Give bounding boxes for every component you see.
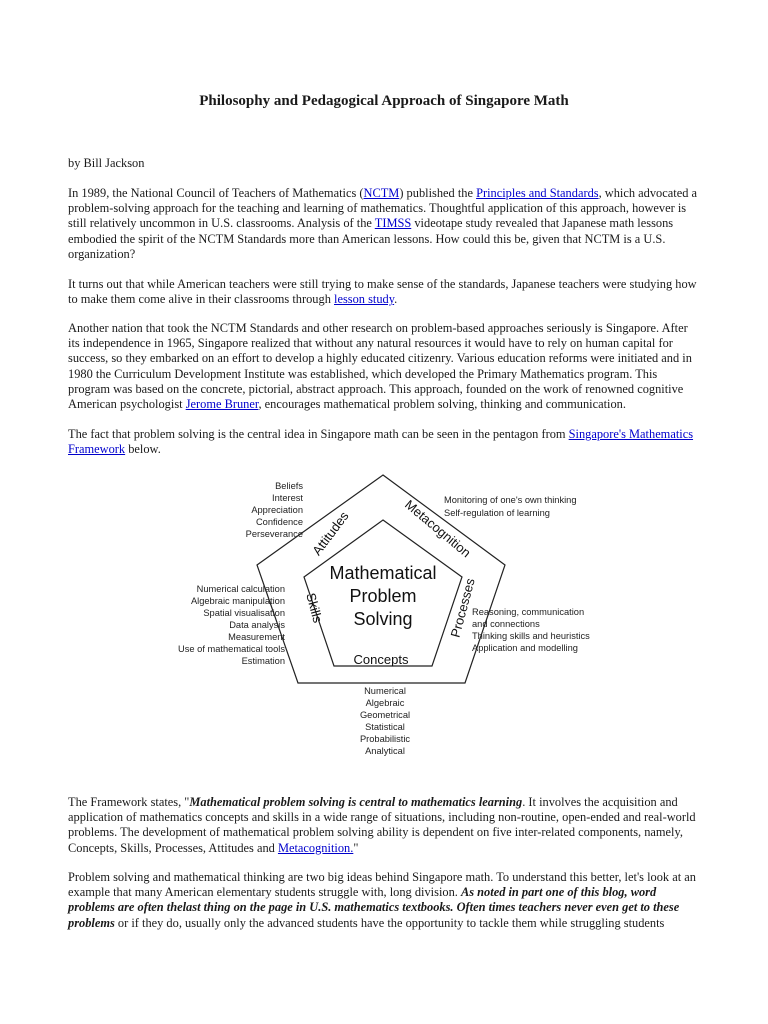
- link-timss[interactable]: TIMSS: [374, 216, 412, 231]
- pentagon-figure: [160, 470, 610, 765]
- text: ": [353, 840, 359, 855]
- concepts-item: Statistical: [365, 722, 405, 732]
- text: videotape study revealed that Japanese math lessons embodied the spirit of the NCTM Standards more than American lessons. How could this be, given that NCTM is a U.S. organization?: [68, 216, 674, 261]
- attitudes-item: Perseverance: [245, 529, 303, 539]
- text: . It involves the acquisition and application of mathematics concepts and skills in a wide range of situations, including non-routine, open-ended and real-world problems. The development of mathematical problem solving ability is dependent on five inter-related components, namely, Concepts, Skills, Processes, Attitudes and: [68, 795, 696, 855]
- paragraph-pentagon-intro: [68, 427, 700, 457]
- text: Another nation that took the NCTM Standards and other research on problem-based approaches seriously is Singapore. After its independence in 1965, Singapore realized that without any natural resources it would have to rely on human capital for success, so they embarked on an effort to develop a highly educated citizenry. Various education reforms were initiated and in 1980 the Curriculum Development Institute was established, which developed the Primary Mathematics program. This program was based on the concrete, pictorial, abstract approach. This approach, founded on the work of renowned cognitive American psychologist: [68, 321, 692, 412]
- skills-list: [178, 584, 285, 666]
- processes-item: and connections: [472, 619, 540, 629]
- concepts-item: Algebraic: [365, 698, 405, 708]
- text: ) published the: [399, 186, 477, 200]
- attitudes-list: [246, 481, 304, 539]
- concepts-item: Analytical: [365, 746, 405, 756]
- text: or if they do, usually only the advanced students have the opportunity to tackle them while struggling students: [114, 915, 665, 930]
- label-concepts: Concepts: [353, 652, 409, 667]
- center-text-1: Mathematical: [329, 563, 437, 583]
- label-skills: Skills: [303, 591, 326, 625]
- concepts-list: [360, 686, 410, 756]
- byline: by Bill Jackson: [68, 156, 145, 170]
- concepts-item: Numerical: [364, 686, 406, 696]
- skills-item: Algebraic manipulation: [190, 596, 285, 606]
- link-jerome-bruner[interactable]: Jerome Bruner: [185, 397, 259, 412]
- center-text-3: Solving: [353, 609, 413, 629]
- label-metacognition: Metacognition: [402, 496, 474, 561]
- framework-quote: Mathematical problem solving is central to mathematics learning: [189, 795, 523, 809]
- paragraph-singapore: [68, 321, 700, 412]
- concepts-item: Probabilistic: [359, 734, 411, 744]
- text: The fact that problem solving is the central idea in Singapore math can be seen in the pentagon from: [68, 427, 569, 441]
- processes-list: [472, 607, 590, 653]
- metacognition-item: Monitoring of one's own thinking: [444, 495, 577, 505]
- processes-item: Thinking skills and heuristics: [472, 631, 590, 641]
- skills-item: Use of mathematical tools: [178, 644, 285, 654]
- page-title: Philosophy and Pedagogical Approach of Singapore Math: [199, 93, 569, 109]
- skills-item: Estimation: [241, 656, 285, 666]
- attitudes-item: Interest: [271, 493, 303, 503]
- link-singapore-framework[interactable]: Singapore's Mathematics Framework: [68, 427, 694, 457]
- paragraph-lesson-study: [68, 277, 700, 307]
- emphasis-word-problems: As noted in part one of this blog, word problems are often thelast thing on the page in U.S. mathematics textbooks. Often times teachers never even get to these problems: [68, 885, 680, 930]
- skills-item: Measurement: [228, 632, 285, 642]
- text: The Framework states, ": [68, 795, 190, 809]
- pentagon-diagram: [160, 470, 610, 765]
- link-metacognition[interactable]: Metacognition.: [277, 840, 354, 855]
- paragraph-framework-states: [68, 795, 700, 856]
- metacognition-item: Self-regulation of learning: [444, 508, 550, 518]
- text: .: [394, 292, 398, 307]
- metacognition-list: [444, 495, 577, 518]
- text: It turns out that while American teachers were still trying to make sense of the standards, Japanese teachers were studying how to make them come alive in their classrooms through: [68, 277, 697, 307]
- text: , encourages mathematical problem solving, thinking and communication.: [258, 397, 626, 412]
- label-attitudes: Attitudes: [309, 508, 352, 559]
- processes-item: Reasoning, communication: [472, 607, 585, 617]
- skills-item: Data analysis: [229, 620, 285, 630]
- paragraph-long-division: [68, 870, 700, 931]
- text: below.: [125, 442, 161, 457]
- skills-item: Spatial visualisation: [203, 608, 285, 618]
- attitudes-item: Appreciation: [251, 505, 303, 515]
- text: In 1989, the National Council of Teachers of Mathematics (: [68, 186, 364, 200]
- concepts-item: Geometrical: [359, 710, 411, 720]
- skills-item: Numerical calculation: [196, 584, 285, 594]
- processes-item: Application and modelling: [472, 643, 578, 653]
- label-processes: Processes: [447, 576, 478, 640]
- center-text-2: Problem: [349, 586, 417, 606]
- text: Problem solving and mathematical thinking are two big ideas behind Singapore math. To understand this better, let's look at an example that many American elementary students struggle with, long division.: [68, 870, 696, 900]
- text: , which advocated a problem-solving approach for the teaching and learning of mathematics. Thoughtful application of this approach, however is still relatively uncommon in U.S. classrooms. Analysis of the: [68, 186, 697, 231]
- link-principles-and-standards[interactable]: Principles and Standards: [476, 186, 599, 200]
- paragraph-nctm: [68, 186, 700, 262]
- attitudes-item: Beliefs: [275, 481, 303, 491]
- attitudes-item: Confidence: [255, 517, 303, 527]
- link-lesson-study[interactable]: lesson study: [334, 292, 395, 307]
- link-nctm[interactable]: NCTM: [363, 186, 400, 200]
